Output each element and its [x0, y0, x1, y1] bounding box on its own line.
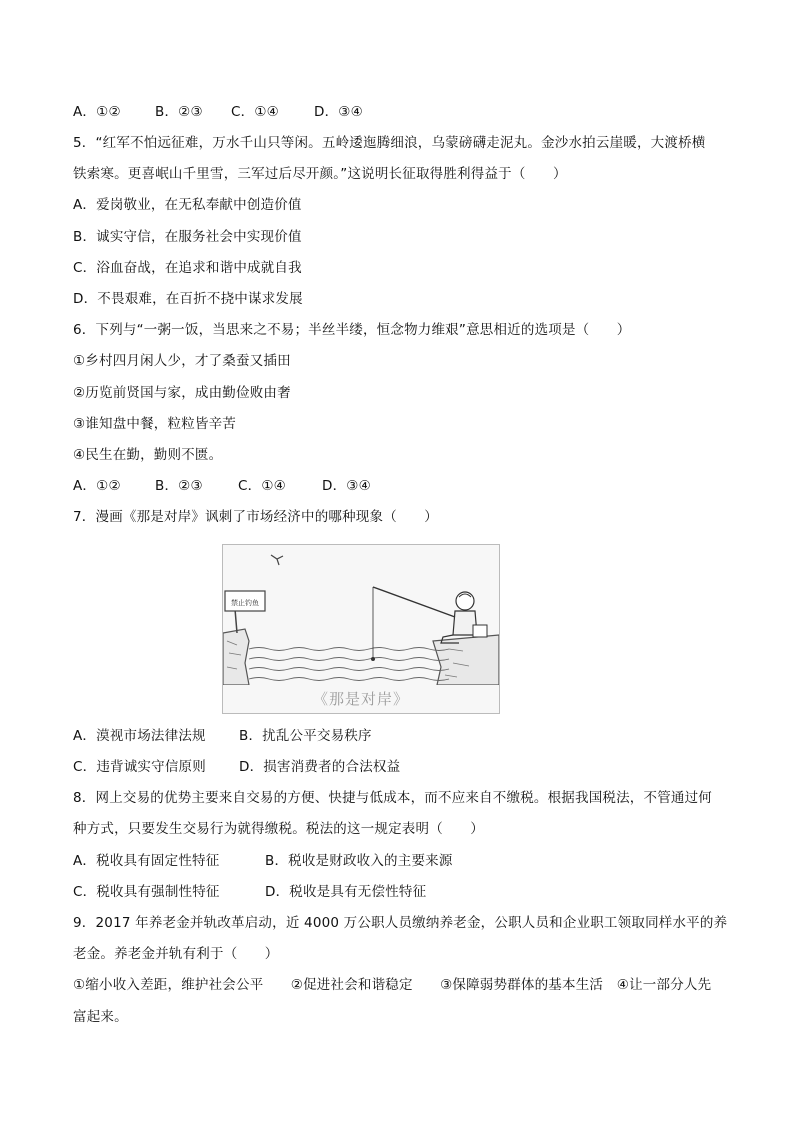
q8-options-row-2 [73, 883, 426, 901]
q5-option-b: B．诚实守信，在服务社会中实现价值 [73, 229, 302, 245]
q6-options [73, 477, 371, 495]
q6-stem: 6．下列与“一粥一饭，当思来之不易；半丝半缕，恒念物力维艰”意思相近的选项是（ ） [73, 322, 631, 338]
q8-option-a: A．税收具有固定性特征 [73, 853, 220, 869]
q6-item-3: ③谁知盘中餐，粒粒皆辛苦 [73, 416, 237, 432]
q8-options-row-1 [73, 852, 453, 870]
q8-option-c: C．税收具有强制性特征 [73, 884, 220, 900]
q8-option-b: B．税收是财政收入的主要来源 [265, 853, 453, 869]
q6-option-d: D．③④ [322, 478, 371, 494]
q5-stem-line-2: 铁索寒。更喜岷山千里雪，三军过后尽开颜。”这说明长征取得胜利得益于（ ） [73, 166, 567, 182]
q7-option-d: D．损害消费者的合法权益 [239, 759, 401, 775]
q5-option-c: C．浴血奋战，在追求和谐中成就自我 [73, 260, 302, 276]
q7-stem: 7．漫画《那是对岸》讽刺了市场经济中的哪种现象（ ） [73, 509, 438, 525]
q9-items-line-1: ①缩小收入差距，维护社会公平 ②促进社会和谐稳定 ③保障弱势群体的基本生活 ④让一部分人先 [73, 977, 712, 993]
q9-items-line-2: 富起来。 [73, 1009, 128, 1025]
q6-option-a: A．①② [73, 478, 121, 494]
q8-option-d: D．税收是具有无偿性特征 [265, 884, 427, 900]
q8-stem-line-1: 8．网上交易的优势主要来自交易的方便、快捷与低成本，而不应来自不缴税。根据我国税法，不管通过何 [73, 790, 712, 806]
q6-item-4: ④民生在勤，勤则不匮。 [73, 447, 223, 463]
q9-stem-line-1: 9．2017 年养老金并轨改革启动，近 4000 万公职人员缴纳养老金，公职人员和企业职工领取同样水平的养 [73, 915, 728, 931]
q5-option-d: D．不畏艰难，在百折不挠中谋求发展 [73, 291, 303, 307]
q4-option-b: B．②③ [155, 104, 203, 120]
cartoon-figure [222, 544, 500, 714]
q7-option-c: C．违背诚实守信原则 [73, 759, 206, 775]
q7-options-row-1 [73, 727, 372, 745]
q4-options [73, 103, 363, 121]
q6-item-1: ①乡村四月闲人少，才了桑蚕又插田 [73, 353, 291, 369]
q5-option-a: A．爱岗敬业，在无私奉献中创造价值 [73, 197, 302, 213]
cartoon-sign-text: 禁止钓鱼 [231, 599, 259, 607]
q7-option-a: A．漠视市场法律法规 [73, 728, 206, 744]
q6-item-2: ②历览前贤国与家，成由勤俭败由奢 [73, 385, 291, 401]
q4-option-a: A．①② [73, 104, 121, 120]
cartoon-caption: 《那是对岸》 [312, 690, 409, 708]
q6-option-b: B．②③ [155, 478, 203, 494]
q4-option-c: C．①④ [231, 104, 279, 120]
cartoon-drawing [223, 545, 499, 685]
q6-option-c: C．①④ [238, 478, 286, 494]
q5-stem-line-1: 5．“红军不怕远征难，万水千山只等闲。五岭逶迤腾细浪，乌蒙磅礴走泥丸。金沙水拍云崖暖，大渡桥横 [73, 135, 706, 151]
q7-option-b: B．扰乱公平交易秩序 [239, 728, 372, 744]
q9-stem-line-2: 老金。养老金并轨有利于（ ） [73, 946, 279, 962]
q7-options-row-2 [73, 758, 400, 776]
q8-stem-line-2: 种方式，只要发生交易行为就得缴税。税法的这一规定表明（ ） [73, 821, 484, 837]
q4-option-d: D．③④ [314, 104, 363, 120]
